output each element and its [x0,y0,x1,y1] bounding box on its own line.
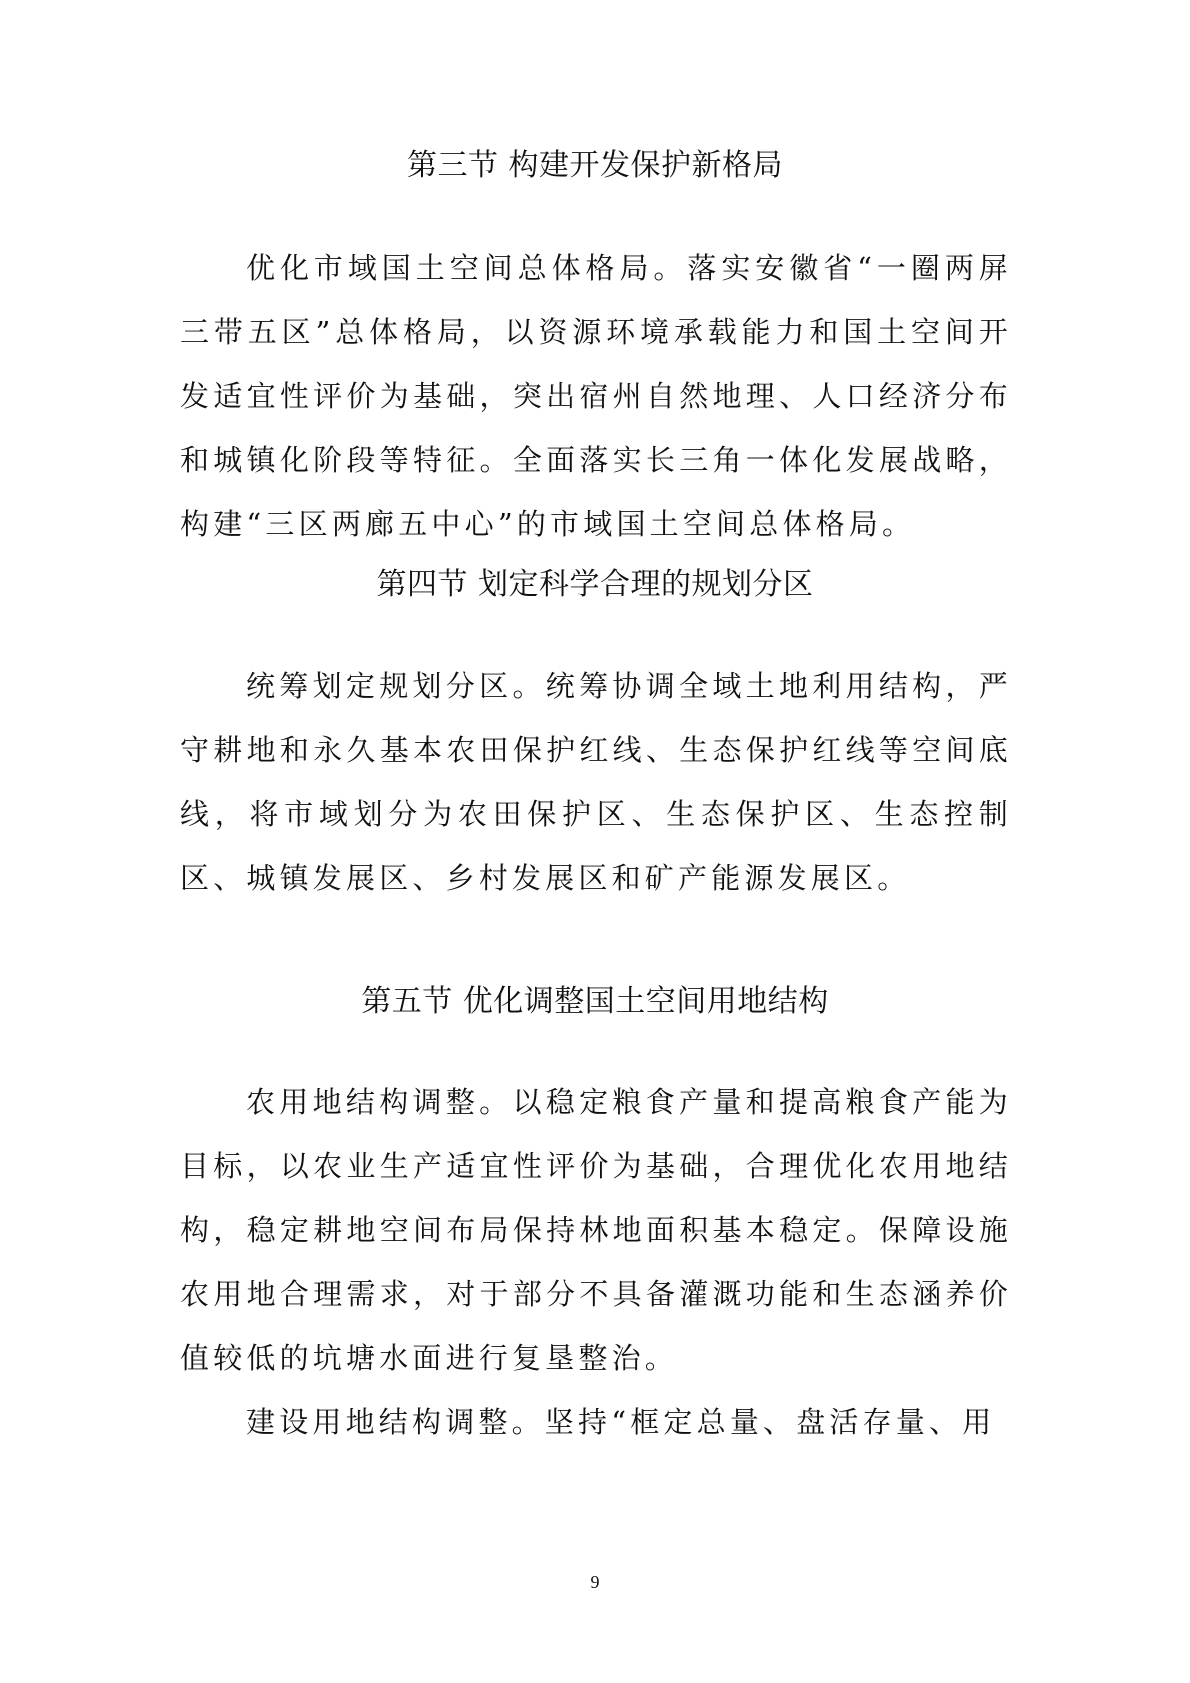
section-heading-5: 第五节 优化调整国土空间用地结构 [361,984,829,1019]
section-3-paragraph-1: 优化市域国土空间总体格局。落实安徽省“一圈两屏三带五区”总体格局，以资源环境承载能力和国土空间开发适宜性评价为基础，突出宿州自然地理、人口经济分布和城镇化阶段等特征。全面落实长三角一体化发展战略，构建“三区两廊五中心”的市域国土空间总体格局。 [180,251,1012,541]
section-heading-3: 第三节 构建开发保护新格局 [406,148,784,183]
section-5-paragraph-1: 农用地结构调整。以稳定粮食产量和提高粮食产能为目标，以农业生产适宜性评价为基础，合理优化农用地结构，稳定耕地空间布局保持林地面积基本稳定。保障设施农用地合理需求，对于部分不具备灌溉功能和生态涵养价值较低的坑塘水面进行复垦整治。 [180,1085,1012,1375]
section-4-paragraph-1: 统筹划定规划分区。统筹协调全域土地利用结构，严守耕地和永久基本农田保护红线、生态保护红线等空间底线，将市域划分为农田保护区、生态保护区、生态控制区、城镇发展区、乡村发展区和矿产能源发展区。 [180,669,1012,895]
section-heading-4: 第四节 划定科学合理的规划分区 [376,567,814,602]
section-5-paragraph-2: 建设用地结构调整。坚持“框定总量、盘活存量、用 [246,1405,996,1439]
page-number: 9 [590,1572,600,1592]
